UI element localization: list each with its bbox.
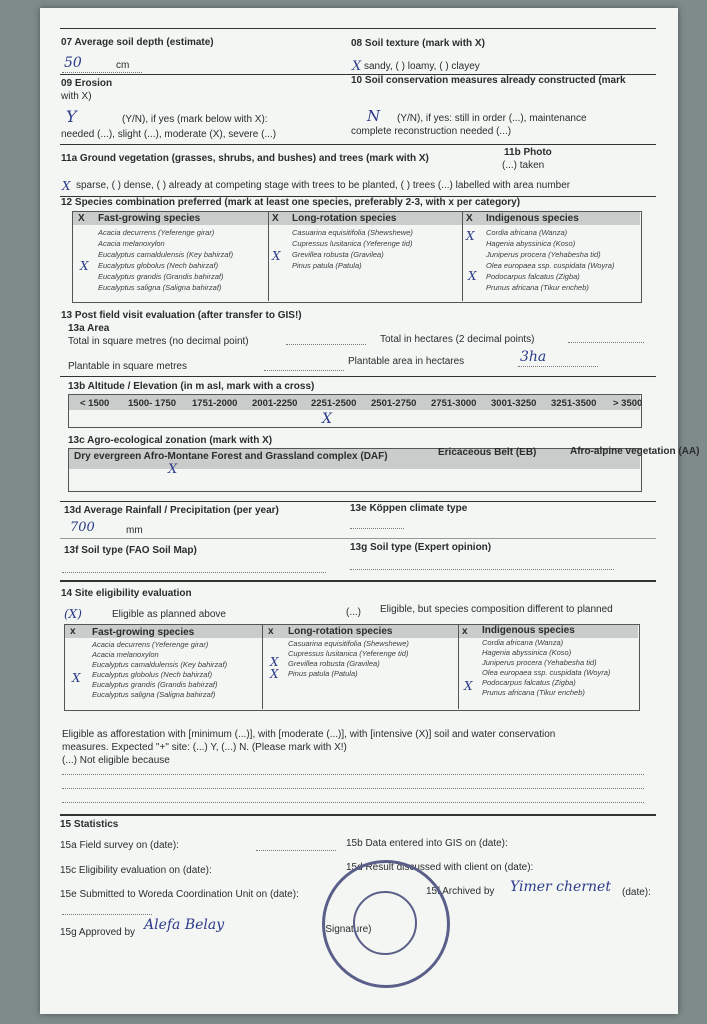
area-plantable-ha: Plantable area in hectares — [348, 356, 465, 367]
fast-species: Acacia melanoxylon — [98, 239, 165, 248]
indigenous-species: Juniperus procera (Yehabesha tid) — [486, 250, 601, 259]
dotted-line — [62, 72, 142, 73]
conservation-line1: (Y/N), if yes: still in order (...), maintenance — [397, 113, 587, 124]
long-species: Cupressus lusitanica (Yeferenge tid) — [292, 239, 413, 248]
section-09-sub: with X) — [61, 91, 92, 102]
col-mark: x — [268, 626, 274, 637]
dotted-line — [256, 850, 336, 851]
indigenous-species: Cordia africana (Wanza) — [486, 228, 568, 237]
eligibility-line1: Eligible as afforestation with [minimum (...)], with [moderate (...)], with [intensive (X)] soil and water conservation — [62, 729, 556, 740]
species-mark: X — [72, 671, 81, 685]
zone-option: Dry evergreen Afro-Montane Forest and Grassland complex (DAF) — [74, 451, 388, 462]
indigenous-species: Podocarpus falcatus (Zigba) — [486, 272, 580, 281]
section-11b-label: 11b Photo — [504, 147, 552, 158]
dotted-line — [62, 914, 152, 915]
fast-species: Eucalyptus saligna (Saligna bahirzaf) — [92, 690, 216, 699]
conservation-line2: complete reconstruction needed (...) — [351, 126, 512, 137]
approved-by-label: 15g Approved by — [60, 927, 136, 938]
col-header-long: Long-rotation species — [292, 213, 397, 224]
divider — [60, 144, 656, 145]
species-mark: X — [270, 655, 279, 669]
eligibility-mark: (X) — [64, 607, 82, 621]
section-14-label: 14 Site eligibility evaluation — [61, 588, 192, 599]
section-13g-label: 13g Soil type (Expert opinion) — [350, 542, 492, 553]
indigenous-species: Olea europaea ssp. cuspidata (Woyra) — [482, 668, 611, 677]
archived-by-label: 15f Archived by — [426, 886, 495, 897]
divider — [60, 538, 656, 539]
section-10-label: 10 Soil conservation measures already constructed (mark — [351, 75, 626, 86]
indigenous-species: Hagenia abyssinica (Koso) — [482, 648, 572, 657]
long-species: Cupressus lusitanica (Yeferenge tid) — [288, 649, 409, 658]
fast-species: Eucalyptus camaldulensis (Key bahirzaf) — [98, 250, 234, 259]
eligible-as-planned: Eligible as planned above — [112, 609, 226, 620]
soil-texture-options: sandy, ( ) loamy, ( ) clayey — [364, 61, 480, 72]
col-header-indigenous: Indigenous species — [482, 625, 575, 636]
long-species: Grevillea robusta (Gravilea) — [288, 659, 380, 668]
altitude-option: > 3500 — [613, 398, 643, 409]
long-species: Grevillea robusta (Gravilea) — [292, 250, 384, 259]
fast-species: Acacia decurrens (Yeferenge girar) — [92, 640, 209, 649]
vegetation-mark: X — [62, 179, 71, 193]
indigenous-species: Cordia africana (Wanza) — [482, 638, 564, 647]
col-header-indigenous: Indigenous species — [486, 213, 579, 224]
conservation-yn-value: N — [367, 107, 381, 125]
dotted-line — [518, 366, 598, 367]
dotted-line — [264, 370, 344, 371]
fast-species: Eucalyptus camaldulensis (Key bahirzaf) — [92, 660, 228, 669]
erosion-line1: (Y/N), if yes (mark below with X): — [122, 114, 268, 125]
dotted-line — [62, 572, 326, 573]
rainfall-unit: mm — [126, 525, 143, 536]
divider — [60, 580, 656, 582]
soil-texture-mark: X — [352, 59, 362, 74]
archived-date-label: (date): — [622, 887, 651, 898]
dotted-line — [350, 569, 614, 570]
woreda-submission-date: 15e Submitted to Woreda Coordination Unit on (date): — [60, 889, 299, 900]
col-mark: X — [78, 213, 85, 224]
indigenous-species: Prunus africana (Tikur encheb) — [482, 688, 585, 697]
col-mark: x — [462, 626, 468, 637]
col-header-fast: Fast-growing species — [92, 627, 195, 638]
erosion-yn-value: Y — [66, 107, 77, 126]
divider — [60, 814, 656, 816]
col-header-fast: Fast-growing species — [98, 213, 201, 224]
divider — [60, 501, 656, 502]
indigenous-species: Juniperus procera (Yehabesha tid) — [482, 658, 597, 667]
fast-species: Eucalyptus saligna (Saligna bahirzaf) — [98, 283, 222, 292]
altitude-option: 1751-2000 — [192, 398, 238, 409]
dotted-line — [350, 528, 404, 529]
col-divider — [458, 624, 459, 709]
fast-species: Eucalyptus globolus (Nech bahirzaf) — [92, 670, 213, 679]
altitude-option: 1500- 1750 — [128, 398, 177, 409]
area-plantable-ha-value: 3ha — [520, 349, 547, 365]
eligible-different: Eligible, but species composition different to planned — [380, 604, 613, 615]
col-divider — [462, 211, 463, 301]
field-survey-date: 15a Field survey on (date): — [60, 840, 179, 851]
dotted-line — [568, 342, 644, 343]
species-mark: X — [272, 249, 281, 263]
soil-depth-unit: cm — [116, 60, 130, 71]
divider — [60, 28, 656, 29]
erosion-line2: needed (...), slight (...), moderate (X), severe (...) — [61, 129, 277, 140]
soil-depth-value: 50 — [64, 55, 82, 71]
altitude-option: 2001-2250 — [252, 398, 298, 409]
dotted-line — [286, 344, 366, 345]
altitude-option: < 1500 — [80, 398, 110, 409]
divider — [60, 376, 656, 377]
indigenous-species: Podocarpus falcatus (Zigba) — [482, 678, 576, 687]
not-eligible-because: (...) Not eligible because — [62, 755, 170, 766]
section-07-label: 07 Average soil depth (estimate) — [61, 37, 214, 48]
section-08-label: 08 Soil texture (mark with X) — [351, 38, 485, 49]
dotted-line — [62, 802, 644, 803]
species-mark: X — [270, 667, 279, 681]
rainfall-value: 700 — [70, 520, 95, 535]
eligibility-line2: measures. Expected "+" site: (...) Y, (...) N. (Please mark with X!) — [62, 742, 347, 753]
section-09-label: 09 Erosion — [61, 78, 113, 89]
col-mark: X — [272, 213, 279, 224]
fast-species: Eucalyptus globolus (Nech bahirzaf) — [98, 261, 219, 270]
eligible-different-marker: (...) — [346, 607, 361, 618]
section-11a-label: 11a Ground vegetation (grasses, shrubs, and bushes) and trees (mark with X) — [61, 153, 429, 164]
area-total-sqm: Total in square metres (no decimal point) — [68, 336, 249, 347]
section-13-label: 13 Post field visit evaluation (after transfer to GIS!) — [61, 310, 302, 321]
section-13a-label: 13a Area — [68, 323, 110, 334]
section-13d-label: 13d Average Rainfall / Precipitation (per year) — [64, 505, 279, 516]
section-13e-label: 13e Köppen climate type — [350, 503, 468, 514]
section-13c-label: 13c Agro-ecological zonation (mark with X) — [68, 435, 273, 446]
archived-by-signature: Yimer chernet — [510, 879, 611, 895]
long-species: Casuarina equisitifolia (Shewshewe) — [288, 639, 409, 648]
altitude-option: 2251-2500 — [311, 398, 357, 409]
altitude-option: 3001-3250 — [491, 398, 537, 409]
result-discussed-date: 15d Result discussed with client on (date): — [346, 862, 534, 873]
section-15-label: 15 Statistics — [60, 819, 119, 830]
zone-mark: X — [168, 462, 178, 477]
altitude-option: 2751-3000 — [431, 398, 477, 409]
form-page — [40, 8, 700, 1014]
col-mark: x — [70, 626, 76, 637]
official-stamp — [322, 860, 450, 988]
zone-option: Ericaceous Belt (EB) — [438, 447, 537, 458]
area-plantable-sqm: Plantable in square metres — [68, 361, 187, 372]
vegetation-options: sparse, ( ) dense, ( ) already at competing stage with trees to be planted, ( ) trees (...) labelled with area number — [76, 180, 571, 191]
altitude-option: 3251-3500 — [551, 398, 597, 409]
dotted-line — [62, 788, 644, 789]
indigenous-species: Prunus africana (Tikur encheb) — [486, 283, 589, 292]
species-mark: X — [466, 229, 475, 243]
long-species: Pinus patula (Patula) — [292, 261, 362, 270]
species-mark: X — [80, 259, 89, 273]
gis-entry-date: 15b Data entered into GIS on (date): — [346, 838, 508, 849]
indigenous-species: Olea europaea ssp. cuspidata (Woyra) — [486, 261, 615, 270]
section-12-label: 12 Species combination preferred (mark at least one species, preferably 2-3, with x per category) — [61, 197, 521, 208]
col-mark: X — [466, 213, 473, 224]
col-divider — [268, 211, 269, 301]
section-13f-label: 13f Soil type (FAO Soil Map) — [64, 545, 197, 556]
area-total-ha: Total in hectares (2 decimal points) — [380, 334, 535, 345]
long-species: Pinus patula (Patula) — [288, 669, 358, 678]
zone-option: Afro-alpine vegetation (AA) — [570, 446, 700, 457]
col-divider — [262, 624, 263, 709]
altitude-option: 2501-2750 — [371, 398, 417, 409]
species-mark: X — [464, 679, 473, 693]
fast-species: Eucalyptus grandis (Grandis bahirzaf) — [92, 680, 218, 689]
col-header-long: Long-rotation species — [288, 626, 393, 637]
photo-taken: (...) taken — [502, 160, 545, 171]
indigenous-species: Hagenia abyssinica (Koso) — [486, 239, 576, 248]
fast-species: Eucalyptus grandis (Grandis bahirzaf) — [98, 272, 224, 281]
approved-by-signature: Alefa Belay — [144, 917, 225, 933]
section-13b-label: 13b Altitude / Elevation (in m asl, mark with a cross) — [68, 381, 315, 392]
long-species: Casuarina equisitifolia (Shewshewe) — [292, 228, 413, 237]
fast-species: Acacia melanoxylon — [92, 650, 159, 659]
dotted-line — [62, 774, 644, 775]
eligibility-eval-date: 15c Eligibility evaluation on (date): — [60, 865, 212, 876]
signature-label: (Signature) — [322, 924, 372, 935]
altitude-mark: X — [322, 411, 332, 427]
fast-species: Acacia decurrens (Yeferenge girar) — [98, 228, 215, 237]
species-mark: X — [468, 269, 477, 283]
